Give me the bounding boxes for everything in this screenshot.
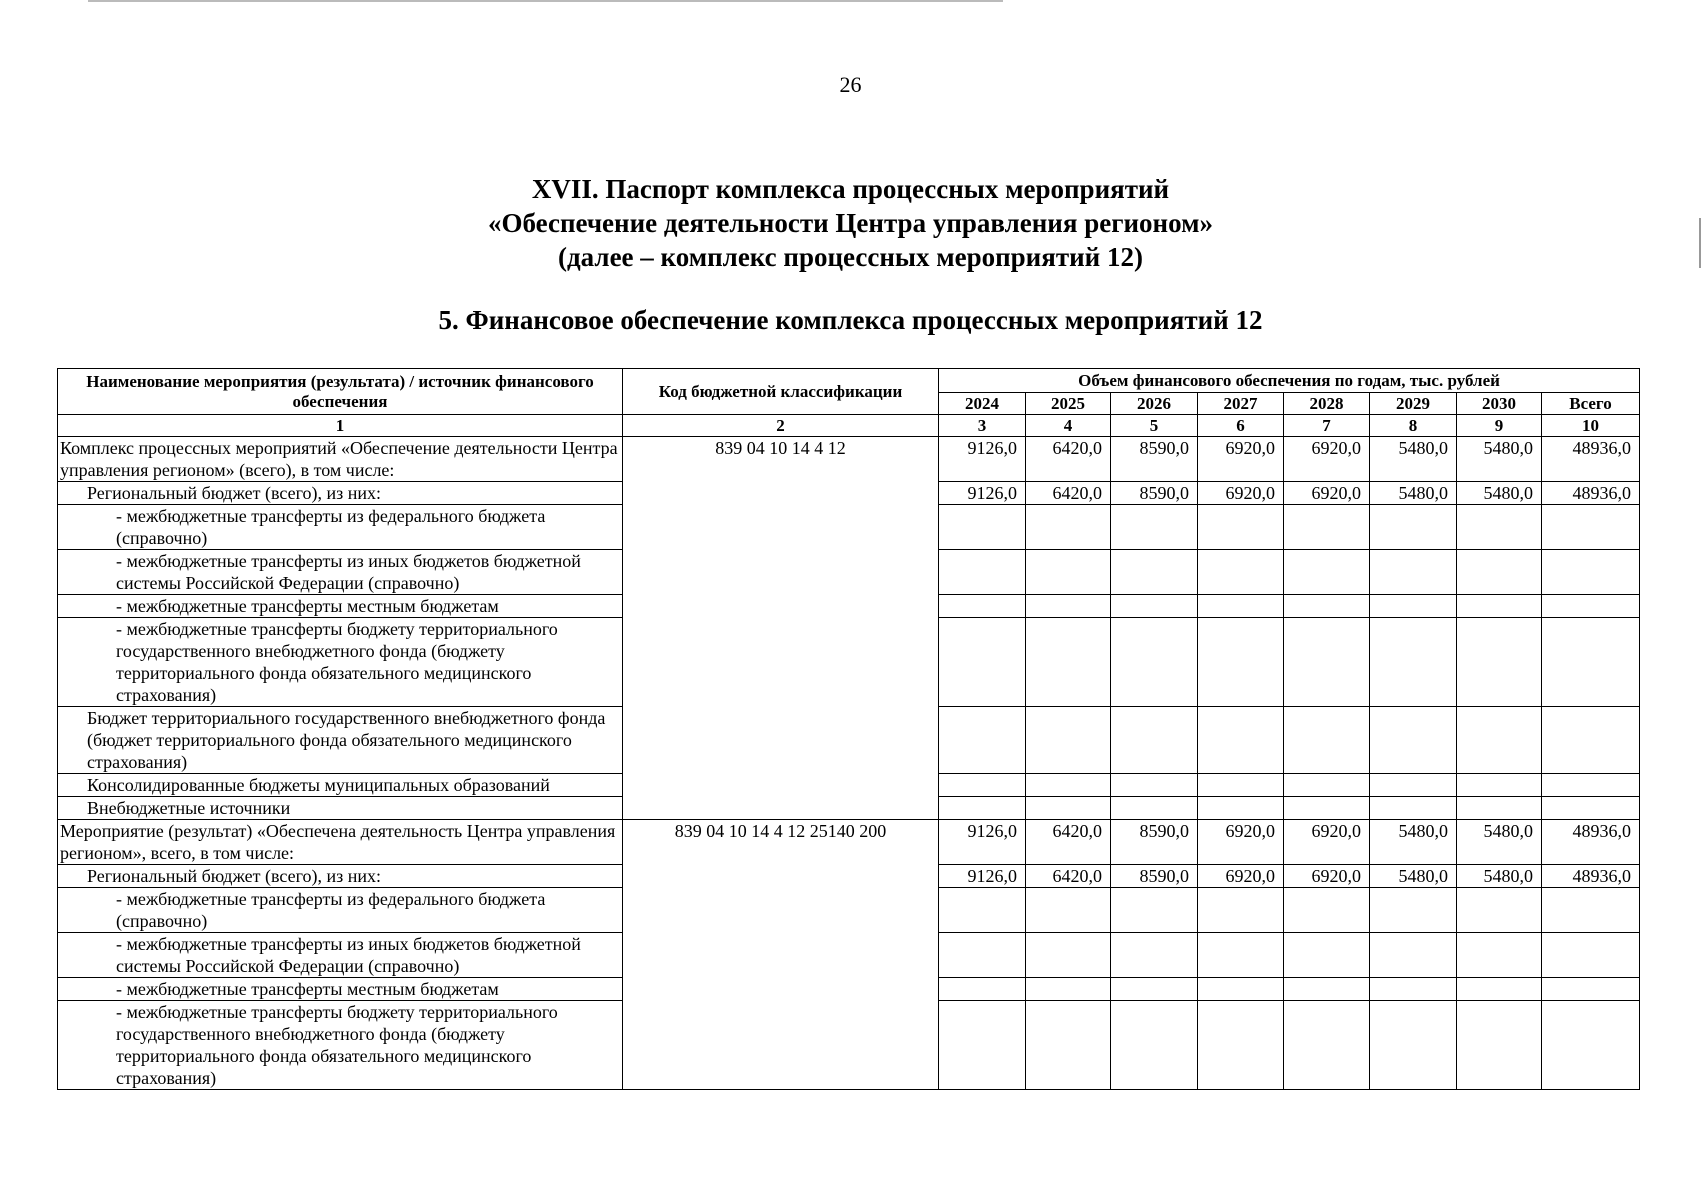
row-label: - межбюджетные трансферты из федерального бюджета (справочно) (58, 888, 623, 933)
column-number: 10 (1542, 415, 1640, 437)
year-value-cell (1457, 797, 1542, 820)
year-value-cell: 8590,0 (1111, 820, 1198, 865)
year-value-cell (1370, 505, 1457, 550)
year-value-cell: 5480,0 (1370, 482, 1457, 505)
column-number: 4 (1026, 415, 1111, 437)
row-label: Региональный бюджет (всего), из них: (58, 865, 623, 888)
row-label: - межбюджетные трансферты из федерального бюджета (справочно) (58, 505, 623, 550)
year-value-cell (1026, 618, 1111, 707)
year-value-cell (939, 505, 1026, 550)
year-value-cell (1457, 595, 1542, 618)
year-value-cell (1284, 707, 1370, 774)
year-value-cell: 5480,0 (1370, 437, 1457, 482)
header-year: 2025 (1026, 393, 1111, 415)
total-value-cell (1542, 888, 1640, 933)
year-value-cell (1457, 978, 1542, 1001)
year-value-cell (1111, 505, 1198, 550)
year-value-cell (1370, 550, 1457, 595)
year-value-cell (1198, 933, 1284, 978)
year-value-cell (1198, 595, 1284, 618)
total-value-cell: 48936,0 (1542, 865, 1640, 888)
year-value-cell (1284, 550, 1370, 595)
year-value-cell: 6920,0 (1284, 437, 1370, 482)
year-value-cell (939, 797, 1026, 820)
year-value-cell (1026, 774, 1111, 797)
year-value-cell (1370, 595, 1457, 618)
year-value-cell (939, 933, 1026, 978)
row-label: Мероприятие (результат) «Обеспечена деятельность Центра управления регионом», всего, в том числе: (58, 820, 623, 865)
year-value-cell (1111, 707, 1198, 774)
year-value-cell (1457, 933, 1542, 978)
total-value-cell (1542, 595, 1640, 618)
year-value-cell (1111, 933, 1198, 978)
year-value-cell (1111, 1001, 1198, 1090)
header-volume: Объем финансового обеспечения по годам, тыс. рублей (939, 369, 1640, 393)
column-number: 6 (1198, 415, 1284, 437)
year-value-cell: 6420,0 (1026, 437, 1111, 482)
total-value-cell (1542, 933, 1640, 978)
table-row (58, 437, 1640, 482)
column-number: 2 (623, 415, 939, 437)
year-value-cell (1457, 774, 1542, 797)
header-name: Наименование мероприятия (результата) / источник финансового обеспечения (58, 369, 623, 415)
year-value-cell (1111, 618, 1198, 707)
year-value-cell (1198, 505, 1284, 550)
year-value-cell (1026, 978, 1111, 1001)
year-value-cell (1284, 933, 1370, 978)
header-code: Код бюджетной классификации (623, 369, 939, 415)
year-value-cell: 5480,0 (1457, 482, 1542, 505)
year-value-cell (1284, 1001, 1370, 1090)
year-value-cell: 6920,0 (1198, 865, 1284, 888)
column-number: 3 (939, 415, 1026, 437)
year-value-cell (1026, 505, 1111, 550)
year-value-cell (1111, 595, 1198, 618)
total-value-cell: 48936,0 (1542, 820, 1640, 865)
year-value-cell (1284, 618, 1370, 707)
row-label: - межбюджетные трансферты местным бюджетам (58, 978, 623, 1001)
year-value-cell: 9126,0 (939, 482, 1026, 505)
year-value-cell (1284, 505, 1370, 550)
year-value-cell (1284, 595, 1370, 618)
year-value-cell: 5480,0 (1370, 820, 1457, 865)
year-value-cell: 6420,0 (1026, 865, 1111, 888)
row-label: - межбюджетные трансферты местным бюджетам (58, 595, 623, 618)
total-value-cell (1542, 774, 1640, 797)
year-value-cell (1111, 888, 1198, 933)
row-label: - межбюджетные трансферты из иных бюджетов бюджетной системы Российской Федерации (справочно) (58, 933, 623, 978)
passport-title-line-3: (далее – комплекс процессных мероприятий 12) (558, 242, 1143, 272)
year-value-cell (1370, 618, 1457, 707)
year-value-cell (1026, 1001, 1111, 1090)
year-value-cell (1198, 888, 1284, 933)
year-value-cell: 5480,0 (1457, 820, 1542, 865)
year-value-cell (1457, 707, 1542, 774)
year-value-cell (1026, 933, 1111, 978)
year-value-cell: 6920,0 (1284, 865, 1370, 888)
year-value-cell (1198, 550, 1284, 595)
total-value-cell: 48936,0 (1542, 482, 1640, 505)
year-value-cell (1457, 1001, 1542, 1090)
financing-table (57, 368, 1640, 1090)
total-value-cell (1542, 618, 1640, 707)
column-number: 8 (1370, 415, 1457, 437)
year-value-cell (1111, 797, 1198, 820)
header-year: 2027 (1198, 393, 1284, 415)
year-value-cell: 6920,0 (1198, 482, 1284, 505)
year-value-cell (1370, 797, 1457, 820)
year-value-cell: 6420,0 (1026, 820, 1111, 865)
total-value-cell (1542, 978, 1640, 1001)
year-value-cell (939, 595, 1026, 618)
year-value-cell (1284, 888, 1370, 933)
year-value-cell (1284, 797, 1370, 820)
year-value-cell: 9126,0 (939, 437, 1026, 482)
year-value-cell: 5480,0 (1457, 865, 1542, 888)
row-label: Консолидированные бюджеты муниципальных образований (58, 774, 623, 797)
year-value-cell (1457, 618, 1542, 707)
column-number: 9 (1457, 415, 1542, 437)
year-value-cell: 8590,0 (1111, 482, 1198, 505)
total-value-cell (1542, 797, 1640, 820)
total-value-cell (1542, 1001, 1640, 1090)
column-number: 7 (1284, 415, 1370, 437)
year-value-cell (939, 550, 1026, 595)
page-number: 26 (839, 72, 862, 97)
year-value-cell (1370, 707, 1457, 774)
year-value-cell (1370, 978, 1457, 1001)
header-year: 2029 (1370, 393, 1457, 415)
year-value-cell (1026, 707, 1111, 774)
column-number: 1 (58, 415, 623, 437)
total-value-cell (1542, 550, 1640, 595)
year-value-cell: 8590,0 (1111, 865, 1198, 888)
year-value-cell (1284, 774, 1370, 797)
header-year: 2024 (939, 393, 1026, 415)
year-value-cell (1026, 595, 1111, 618)
year-value-cell: 6920,0 (1198, 820, 1284, 865)
year-value-cell: 5480,0 (1457, 437, 1542, 482)
year-value-cell: 6420,0 (1026, 482, 1111, 505)
year-value-cell: 8590,0 (1111, 437, 1198, 482)
budget-code: 839 04 10 14 4 12 (623, 437, 939, 820)
year-value-cell (939, 774, 1026, 797)
year-value-cell (1198, 978, 1284, 1001)
row-label: - межбюджетные трансферты бюджету территориального государственного внебюджетного фонда (бюджету территориального фонда обязательного медицинского страхования) (58, 618, 623, 707)
year-value-cell (1198, 797, 1284, 820)
year-value-cell (1370, 774, 1457, 797)
year-value-cell (1457, 888, 1542, 933)
year-value-cell (1370, 1001, 1457, 1090)
header-total: Всего (1542, 393, 1640, 415)
year-value-cell (1111, 774, 1198, 797)
year-value-cell: 6920,0 (1284, 482, 1370, 505)
section-title: 5. Финансовое обеспечение комплекса процессных мероприятий 12 (438, 305, 1263, 335)
year-value-cell: 6920,0 (1198, 437, 1284, 482)
year-value-cell (1370, 888, 1457, 933)
budget-code: 839 04 10 14 4 12 25140 200 (623, 820, 939, 1090)
year-value-cell (1026, 888, 1111, 933)
row-label: - межбюджетные трансферты из иных бюджетов бюджетной системы Российской Федерации (справочно) (58, 550, 623, 595)
year-value-cell: 6920,0 (1284, 820, 1370, 865)
scan-top-rule (88, 0, 1003, 2)
year-value-cell: 9126,0 (939, 865, 1026, 888)
total-value-cell (1542, 707, 1640, 774)
passport-title-line-2: «Обеспечение деятельности Центра управления регионом» (488, 208, 1213, 238)
year-value-cell (1198, 707, 1284, 774)
total-value-cell: 48936,0 (1542, 437, 1640, 482)
year-value-cell (939, 888, 1026, 933)
year-value-cell (1198, 1001, 1284, 1090)
passport-title-line-1: XVII. Паспорт комплекса процессных мероприятий (531, 174, 1170, 204)
year-value-cell (1370, 933, 1457, 978)
year-value-cell (1457, 505, 1542, 550)
year-value-cell (1111, 550, 1198, 595)
row-label: Региональный бюджет (всего), из них: (58, 482, 623, 505)
header-year: 2026 (1111, 393, 1198, 415)
year-value-cell (1198, 774, 1284, 797)
year-value-cell: 5480,0 (1370, 865, 1457, 888)
year-value-cell (939, 618, 1026, 707)
year-value-cell (1026, 797, 1111, 820)
row-label: Бюджет территориального государственного внебюджетного фонда (бюджет территориального фонда обязательного медицинского страхования) (58, 707, 623, 774)
total-value-cell (1542, 505, 1640, 550)
year-value-cell (939, 707, 1026, 774)
table-row (58, 820, 1640, 865)
year-value-cell (1457, 550, 1542, 595)
row-label: Внебюджетные источники (58, 797, 623, 820)
year-value-cell (1111, 978, 1198, 1001)
row-label: - межбюджетные трансферты бюджету территориального государственного внебюджетного фонда (бюджету территориального фонда обязательного медицинского страхования) (58, 1001, 623, 1090)
year-value-cell (1198, 618, 1284, 707)
year-value-cell (939, 978, 1026, 1001)
year-value-cell (1026, 550, 1111, 595)
year-value-cell: 9126,0 (939, 820, 1026, 865)
header-year: 2030 (1457, 393, 1542, 415)
year-value-cell (1284, 978, 1370, 1001)
row-label: Комплекс процессных мероприятий «Обеспечение деятельности Центра управления регионом» (всего), в том числе: (58, 437, 623, 482)
column-number: 5 (1111, 415, 1198, 437)
header-year: 2028 (1284, 393, 1370, 415)
year-value-cell (939, 1001, 1026, 1090)
